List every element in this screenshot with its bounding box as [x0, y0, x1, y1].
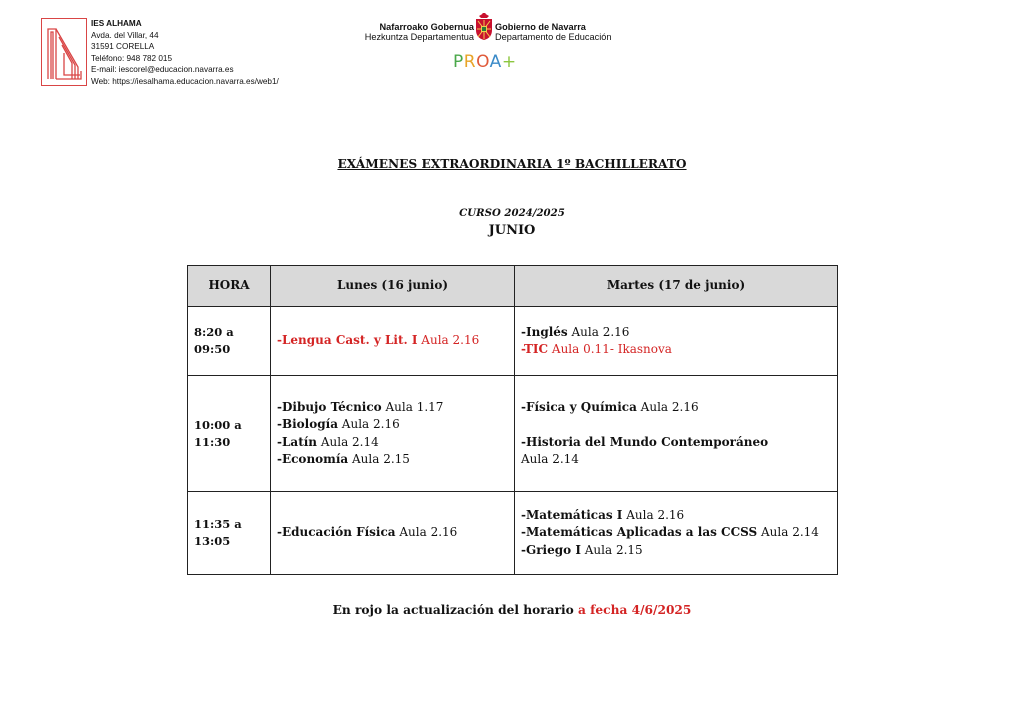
tuesday-exams: [515, 376, 838, 492]
exam-entry: [521, 341, 831, 359]
time-slot: [188, 492, 271, 575]
exam-room: Aula 2.16: [417, 333, 480, 348]
proa-letter-p: P: [453, 52, 464, 72]
proa-letter-a: A: [489, 52, 502, 72]
exam-subject: -Griego I: [521, 542, 581, 557]
monday-exams: [271, 492, 515, 575]
time-slot: [188, 376, 271, 492]
school-phone: Teléfono: 948 782 015: [91, 53, 173, 63]
proa-letter-r: R: [463, 52, 477, 72]
proa-letter-o: O: [476, 52, 490, 72]
school-city: 31591 CORELLA: [91, 42, 155, 52]
government-header: [352, 13, 627, 53]
government-basque-line1: Nafarroako Gobernua: [379, 22, 474, 32]
school-info: [91, 18, 279, 88]
government-spanish-line1: Gobierno de Navarra: [495, 22, 586, 32]
government-spanish-line2: Departamento de Educación: [495, 32, 612, 42]
exam-subject: -Física y Química: [521, 399, 637, 414]
header-martes: Martes (17 de junio): [515, 266, 838, 307]
exam-subject: -Economía: [277, 452, 349, 466]
exam-entry: [277, 434, 508, 452]
exam-subject: -Historia del Mundo Contemporáneo: [521, 434, 769, 449]
time-end: 11:30: [194, 434, 231, 449]
time-end: 13:05: [194, 534, 231, 548]
update-note: [0, 603, 1024, 617]
proa-plus-logo: [453, 52, 517, 72]
exam-room: Aula 2.16: [395, 525, 458, 540]
month-label: JUNIO: [488, 223, 536, 238]
exam-subject: -TIC: [521, 342, 549, 356]
exam-entry: [521, 524, 831, 542]
exam-entry: [521, 399, 831, 417]
exam-subject: -Dibujo Técnico: [277, 399, 382, 414]
proa-plus-sign: +: [501, 52, 517, 72]
exam-room: Aula 2.14: [757, 525, 819, 540]
table-row: [188, 492, 838, 575]
exam-room: Aula 2.14: [521, 452, 579, 466]
tuesday-exams: [515, 307, 838, 376]
table-row: [188, 307, 838, 376]
exam-subject: -Lengua Cast. y Lit. I: [277, 333, 418, 348]
exam-subject: -Inglés: [521, 324, 568, 339]
header-hora: HORA: [188, 266, 271, 307]
exam-subject: -Latín: [277, 434, 318, 449]
government-spanish-text: [495, 22, 611, 42]
exam-subject: -Matemáticas I: [521, 507, 623, 522]
exam-entry: [277, 416, 508, 434]
table-header-row: [188, 266, 838, 307]
school-address: Avda. del Villar, 44: [91, 30, 159, 40]
update-note-text: En rojo la actualización del horario: [332, 603, 579, 617]
time-start: 11:35 a: [194, 517, 242, 531]
school-web: Web: https://iesalhama.educacion.navarra.es/web1/: [91, 76, 279, 86]
exam-entry: [521, 507, 831, 525]
exam-room: Aula 2.14: [317, 434, 379, 449]
exam-schedule-table: [187, 265, 838, 575]
exam-entry: [277, 332, 508, 350]
monday-exams: [271, 376, 515, 492]
table-row: [188, 376, 838, 492]
time-end: 09:50: [194, 342, 231, 356]
course-year: CURSO 2024/2025: [459, 207, 565, 219]
navarra-shield-icon: [475, 13, 493, 41]
time-slot: [188, 307, 271, 376]
exam-entry: [521, 434, 831, 452]
page-title: EXÁMENES EXTRAORDINARIA 1º BACHILLERATO: [337, 157, 687, 171]
time-start: 8:20 a: [194, 325, 234, 339]
time-start: 10:00 a: [194, 417, 242, 432]
exam-room: Aula 2.16: [622, 507, 685, 522]
school-email: E-mail: iescorel@educacion.navarra.es: [91, 65, 234, 75]
exam-room: Aula 0.11- Ikasnova: [548, 342, 672, 356]
school-logo: [41, 18, 87, 86]
government-basque-text: [365, 22, 474, 42]
exam-room: Aula 2.15: [348, 452, 410, 466]
exam-subject: -Biología: [277, 417, 338, 431]
government-basque-line2: Hezkuntza Departamentua: [364, 32, 474, 42]
update-note-date: a fecha 4/6/2025: [578, 603, 692, 617]
exam-subject: -Matemáticas Aplicadas a las CCSS: [521, 525, 758, 540]
header-lunes: Lunes (16 junio): [271, 266, 515, 307]
exam-entry: [277, 451, 508, 469]
monday-exams: [271, 307, 515, 376]
exam-room: Aula 2.15: [580, 542, 643, 557]
exam-room: Aula 2.16: [567, 324, 630, 339]
exam-room: Aula 1.17: [381, 399, 444, 414]
exam-room: Aula 2.16: [636, 399, 699, 414]
ies-alhama-logo-icon: [42, 19, 85, 84]
exam-subject: -Educación Física: [277, 525, 396, 540]
school-name: IES ALHAMA: [91, 19, 142, 28]
tuesday-exams: [515, 492, 838, 575]
exam-entry: [277, 399, 508, 417]
exam-entry: [521, 324, 831, 342]
exam-entry: [521, 542, 831, 560]
entry-spacer: [521, 416, 831, 434]
exam-entry: [277, 524, 508, 542]
exam-room: Aula 2.16: [337, 417, 400, 431]
